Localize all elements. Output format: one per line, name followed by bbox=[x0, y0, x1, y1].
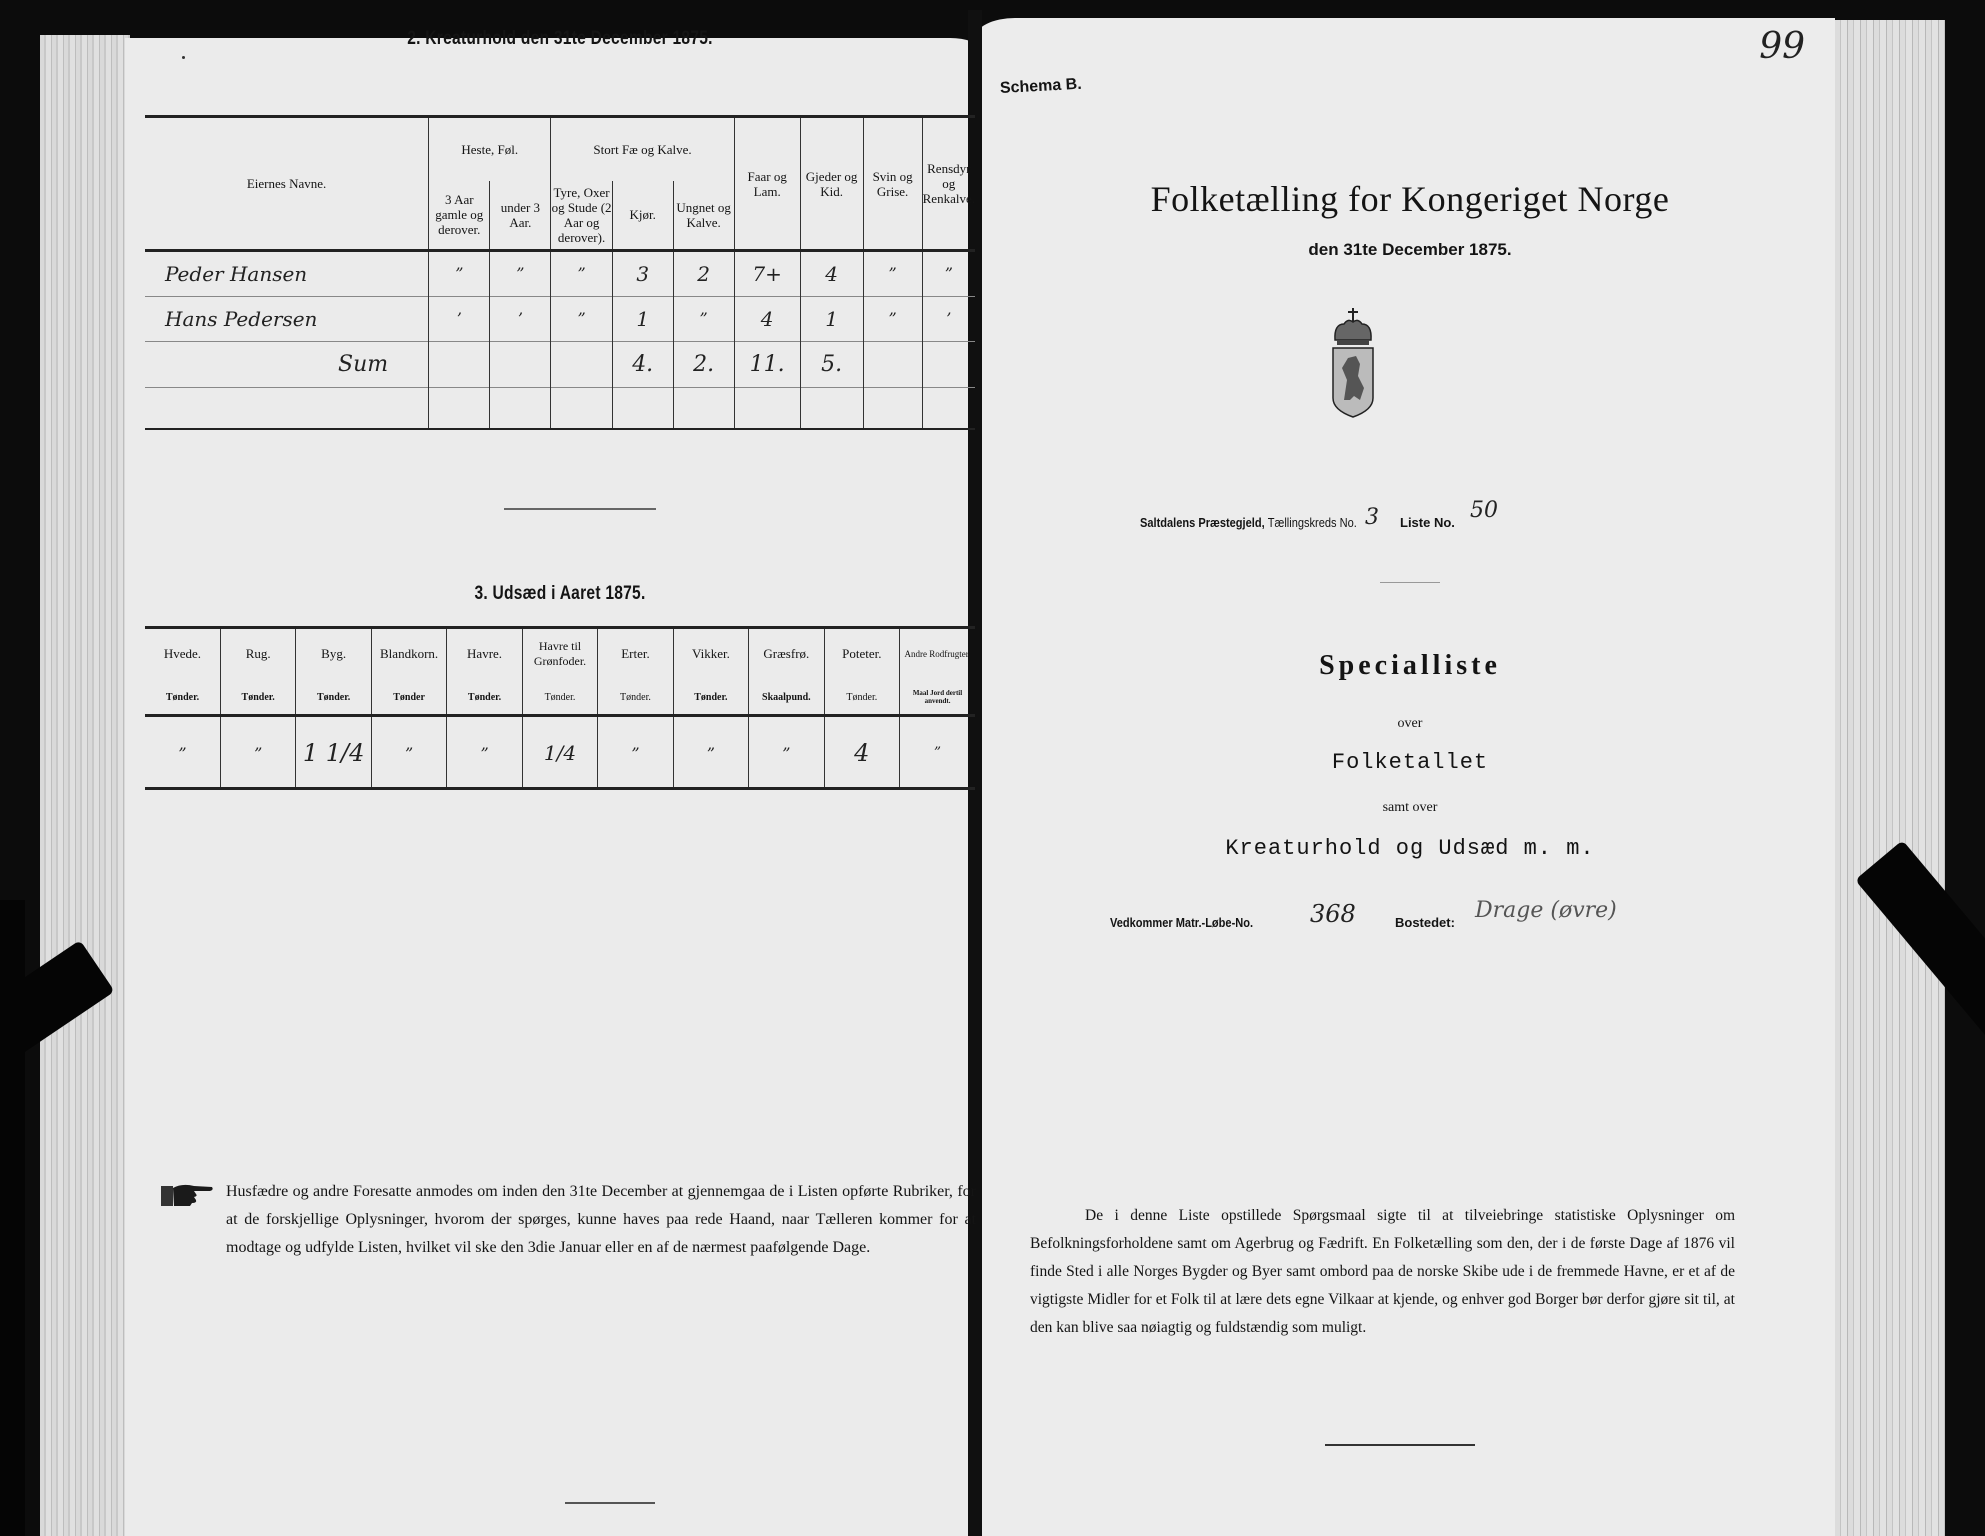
seed-col-grass-seed: Græsfrø. bbox=[749, 629, 824, 680]
cell: ” bbox=[220, 716, 295, 789]
seed-col-other-roots: Andre Rodfrugter. bbox=[900, 629, 975, 680]
cell: 2. bbox=[673, 342, 734, 388]
table-row bbox=[145, 251, 975, 297]
seed-col-oats: Havre. bbox=[447, 629, 522, 680]
cell: ” bbox=[429, 251, 490, 297]
seed-table-bottom-rule bbox=[145, 787, 975, 790]
schema-label: Schema B. bbox=[999, 75, 1083, 97]
cell: ” bbox=[598, 716, 673, 789]
cell: 7+ bbox=[734, 251, 800, 297]
list-label: Liste No. bbox=[1400, 515, 1455, 530]
seed-col-rye: Rug. bbox=[220, 629, 295, 680]
col-young-calves: Ungnet og Kalve. bbox=[673, 181, 734, 251]
bosted-value: Drage (øvre) bbox=[1475, 898, 1617, 923]
unit-label: Tønder. bbox=[447, 680, 522, 716]
cell: ” bbox=[922, 251, 975, 297]
document-date: den 31te December 1875. bbox=[1308, 240, 1512, 259]
col-horses-group: Heste, Føl. bbox=[429, 118, 551, 181]
folketallet-heading: Folketallet bbox=[1331, 750, 1489, 775]
district-label: Tællingskreds No. bbox=[1267, 515, 1357, 530]
right-page-stack-edge bbox=[1835, 20, 1945, 1536]
cell: ” bbox=[551, 251, 613, 297]
ink-dots bbox=[182, 46, 188, 50]
pointing-hand-icon bbox=[160, 1182, 214, 1208]
page-number bbox=[1759, 25, 1805, 67]
cell: 4 bbox=[824, 716, 899, 789]
cell: ” bbox=[551, 296, 613, 342]
kreaturhold-heading: Kreaturhold og Udsæd m. m. bbox=[1225, 836, 1595, 861]
cell: 11. bbox=[734, 342, 800, 388]
col-owner: Eiernes Navne. bbox=[246, 176, 327, 191]
seed-values-row bbox=[145, 716, 975, 789]
col-pigs: Svin og Grise. bbox=[863, 118, 922, 251]
col-bulls-oxen: Tyre, Oxer og Stude (2 Aar og derover). bbox=[551, 181, 613, 251]
coat-of-arms-icon bbox=[1330, 300, 1376, 440]
book-clamp-edge bbox=[0, 900, 25, 1536]
cell: ” bbox=[447, 716, 522, 789]
cell: ” bbox=[863, 251, 922, 297]
cell bbox=[922, 342, 975, 388]
section2-title: 2. Kreaturhold den 31te December 1875. bbox=[407, 28, 713, 49]
district-number: 3 bbox=[1365, 505, 1379, 530]
sum-row bbox=[145, 342, 975, 388]
seed-col-oats-fodder: Havre til Grønfoder. bbox=[522, 629, 597, 680]
divider bbox=[504, 508, 656, 510]
unit-label: Tønder. bbox=[598, 680, 673, 716]
bosted-label: Bostedet: bbox=[1395, 915, 1455, 930]
unit-label: Tønder. bbox=[220, 680, 295, 716]
unit-label: Tønder. bbox=[165, 691, 200, 703]
cell bbox=[490, 342, 551, 388]
table-bottom-rule bbox=[145, 428, 975, 430]
document-title: Folketælling for Kongeriget Norge bbox=[1150, 179, 1670, 219]
sum-label: Sum bbox=[338, 351, 389, 377]
cell: 1/4 bbox=[522, 716, 597, 789]
cell: ” bbox=[371, 716, 446, 789]
cell: ’ bbox=[922, 296, 975, 342]
householder-notice: Husfædre og andre Foresatte anmodes om inden den 31te December at gjennemgaa de i Listen opførte Rubriker, for at de forskjellige Oplysninger, hvorom der spørges, kunne haves paa rede Haand, naar Tælleren kommer for at modtage og udfylde Listen, hvilket vil ske den 3die Januar eller en af de nærmest paafølgende Dage. bbox=[226, 1183, 976, 1256]
seed-col-wheat: Hvede. bbox=[163, 646, 202, 662]
samt-over-text: samt over bbox=[1382, 800, 1438, 815]
cell bbox=[551, 342, 613, 388]
section3-title: 3. Udsæd i Aaret 1875. bbox=[474, 583, 646, 604]
col-reindeer: Rensdyr og Renkalve. bbox=[922, 118, 975, 251]
cell: 3 bbox=[612, 251, 673, 297]
col-goats: Gjeder og Kid. bbox=[800, 118, 863, 251]
cell: ” bbox=[490, 251, 551, 297]
seed-col-peas: Erter. bbox=[598, 629, 673, 680]
cell: 2 bbox=[673, 251, 734, 297]
cell: ’ bbox=[490, 296, 551, 342]
over-text: over bbox=[1397, 716, 1423, 731]
owner-name: Hans Pedersen bbox=[165, 306, 318, 331]
cell bbox=[429, 342, 490, 388]
cell: ’ bbox=[429, 296, 490, 342]
cell: 4 bbox=[734, 296, 800, 342]
unit-label: Tønder. bbox=[673, 680, 748, 716]
page-number-text: 99 bbox=[1759, 26, 1805, 67]
matr-label: Vedkommer Matr.-Løbe-No. bbox=[1110, 915, 1254, 930]
cell: ” bbox=[673, 716, 748, 789]
cell: ” bbox=[749, 716, 824, 789]
cell: ” bbox=[673, 296, 734, 342]
col-cattle-group: Stort Fæ og Kalve. bbox=[551, 118, 734, 181]
seed-col-vetch: Vikker. bbox=[673, 629, 748, 680]
col-sheep: Faar og Lam. bbox=[734, 118, 800, 251]
unit-label: Tønder. bbox=[296, 680, 371, 716]
divider bbox=[1380, 582, 1440, 583]
cell: ” bbox=[863, 296, 922, 342]
cell: ” bbox=[900, 716, 975, 789]
seed-col-potatoes: Poteter. bbox=[824, 629, 899, 680]
cell: 4. bbox=[612, 342, 673, 388]
owner-name: Peder Hansen bbox=[165, 261, 308, 286]
livestock-table bbox=[145, 118, 975, 428]
unit-label: Maal Jord dertil anvendt. bbox=[900, 680, 975, 716]
cell bbox=[863, 342, 922, 388]
seed-col-barley: Byg. bbox=[296, 629, 371, 680]
col-horses-under3: under 3 Aar. bbox=[490, 181, 551, 251]
unit-label: Tønder. bbox=[824, 680, 899, 716]
cell: 5. bbox=[800, 342, 863, 388]
unit-label: Tønder. bbox=[522, 680, 597, 716]
cell: 1 bbox=[800, 296, 863, 342]
cell: ” bbox=[178, 743, 187, 763]
left-page-stack-edge bbox=[40, 35, 130, 1536]
divider bbox=[565, 1502, 655, 1504]
specialliste-heading: Specialliste bbox=[1319, 650, 1501, 681]
col-cows: Kjør. bbox=[612, 181, 673, 251]
cell: 1 1/4 bbox=[296, 716, 371, 789]
matr-number: 368 bbox=[1310, 900, 1356, 928]
table-row bbox=[145, 296, 975, 342]
parish-name: Saltdalens Præstegjeld, bbox=[1140, 515, 1265, 530]
col-horses-3plus: 3 Aar gamle og derover. bbox=[429, 181, 490, 251]
unit-label: Tønder bbox=[371, 680, 446, 716]
unit-label: Skaalpund. bbox=[749, 680, 824, 716]
seed-col-mixed-grain: Blandkorn. bbox=[371, 629, 446, 680]
parish-label bbox=[1140, 515, 1357, 530]
list-number: 50 bbox=[1470, 498, 1498, 523]
divider bbox=[1325, 1444, 1475, 1446]
seed-table bbox=[145, 629, 975, 789]
cell: 4 bbox=[800, 251, 863, 297]
cell: 1 bbox=[612, 296, 673, 342]
census-purpose-paragraph: De i denne Liste opstillede Spørgsmaal sigte til at tilveiebringe statistiske Oplysninger om Befolkningsforholdene samt om Agerbrug og Fædrift. En Folketælling som den, der i de første Dage af 1876 vil finde Sted i alle Norges Bygder og Byer samt ombord paa de norske Skibe ude i de fremmede Havne, er et af de vigtigste Midler for et Folk til at lære dets egne Vilkaar at kjende, og enhver god Borger bør derfor gjøre sit til, at den kan blive saa nøiagtig og fuldstændig som muligt. bbox=[1030, 1207, 1735, 1336]
